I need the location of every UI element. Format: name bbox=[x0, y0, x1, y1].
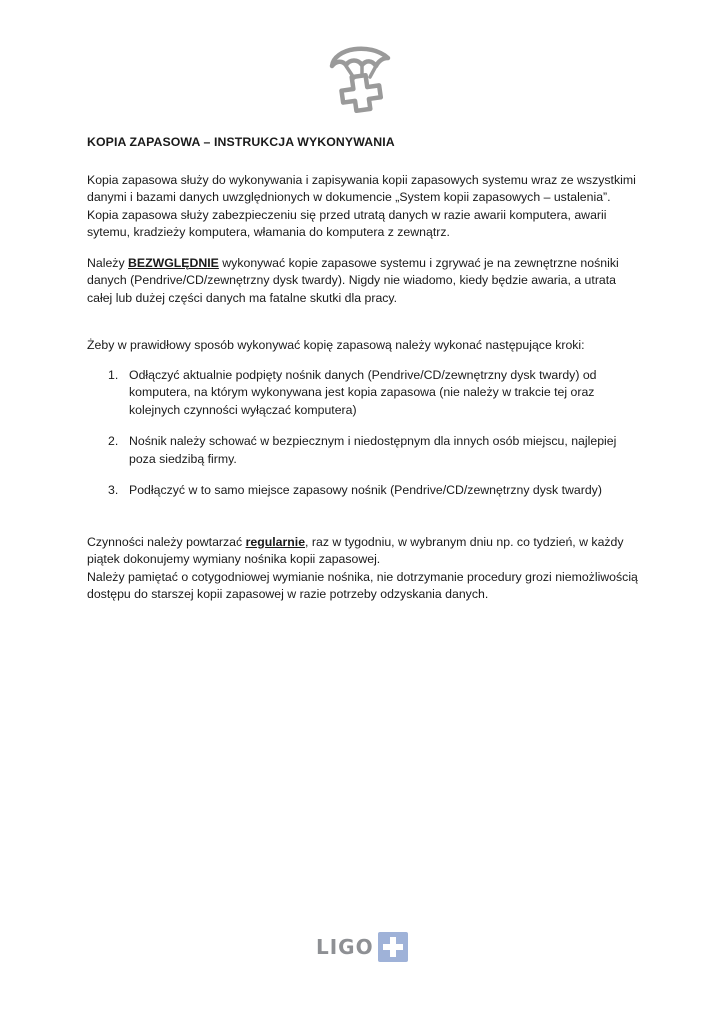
closing-section bbox=[87, 534, 639, 604]
rule-suffix: wykonywać kopie zapasowe systemu i zgrywać je na zewnętrzne nośniki danych (Pendrive/CD/zewnętrzny dysk twardy). Nigdy nie wiadomo, kiedy będzie awaria, a utrata całej lub dużej części danych ma fatalne skutki dla pracy. bbox=[87, 255, 619, 305]
document-title: KOPIA ZAPASOWA – INSTRUKCJA WYKONYWANIA bbox=[87, 135, 395, 149]
closing-paragraph bbox=[87, 534, 639, 569]
parachute-cross-logo-icon bbox=[324, 40, 396, 114]
rule-prefix: Należy bbox=[87, 255, 125, 270]
closing-paragraph-2: Należy pamiętać o cotygodniowej wymianie nośnika, nie dotrzymanie procedury grozi niemożliwością dostępu do starszej kopii zapasowej w razie potrzeby odzyskania danych. bbox=[87, 569, 638, 601]
closing-prefix: Czynności należy powtarzać bbox=[87, 534, 243, 549]
rule-emphasis: BEZWGLĘDNIE bbox=[128, 255, 219, 270]
closing-emphasis: regularnie bbox=[245, 534, 306, 549]
step-text: Podłączyć w to samo miejsce zapasowy nośnik (Pendrive/CD/zewnętrzny dysk twardy) bbox=[129, 483, 602, 497]
intro-paragraph: Kopia zapasowa służy do wykonywania i zapisywania kopii zapasowych systemu wraz ze wszystkimi danymi i bazami danych uwzględnionych w dokumencie „System kopii zapasowych – ustalenia”. bbox=[87, 172, 636, 204]
document-body bbox=[87, 134, 639, 604]
intro-section bbox=[87, 172, 639, 242]
step-number: 3. bbox=[108, 483, 119, 497]
steps-list bbox=[87, 367, 639, 500]
step-text: Nośnik należy schować w bezpiecznym i niedostępnym dla innych osób miejscu, najlepiej poza siedzibą firmy. bbox=[129, 434, 617, 466]
rule-section bbox=[87, 255, 639, 308]
rule-paragraph bbox=[87, 255, 639, 308]
list-item bbox=[108, 433, 639, 468]
step-text: Odłączyć aktualnie podpięty nośnik danych (Pendrive/CD/zewnętrzny dysk twardy) od komputera, na którym wykonywana jest kopia zapasowa (nie należy w trakcie tej oraz kolejnych czynności wyłączać komputera) bbox=[129, 367, 597, 417]
intro-paragraph-2: Kopia zapasowa służy zabezpieczeniu się przed utratą danych w razie awarii komputera, awarii sytemu, kradzieży komputera, włamania do komputera z zewnątrz. bbox=[87, 207, 607, 239]
step-number: 2. bbox=[108, 434, 119, 448]
footer-logo bbox=[316, 932, 408, 962]
footer-logo-text: LIGO bbox=[316, 935, 374, 959]
list-item bbox=[108, 482, 639, 500]
list-item bbox=[108, 367, 639, 420]
plus-icon bbox=[378, 932, 408, 962]
step-number: 1. bbox=[108, 367, 119, 382]
steps-intro: Żeby w prawidłowy sposób wykonywać kopię zapasową należy wykonać następujące kroki: bbox=[87, 338, 585, 352]
closing-suffix: , raz w tygodniu, w wybranym dniu np. co tydzień, w każdy piątek dokonujemy wymiany nośnika kopii zapasowej. bbox=[87, 534, 624, 566]
